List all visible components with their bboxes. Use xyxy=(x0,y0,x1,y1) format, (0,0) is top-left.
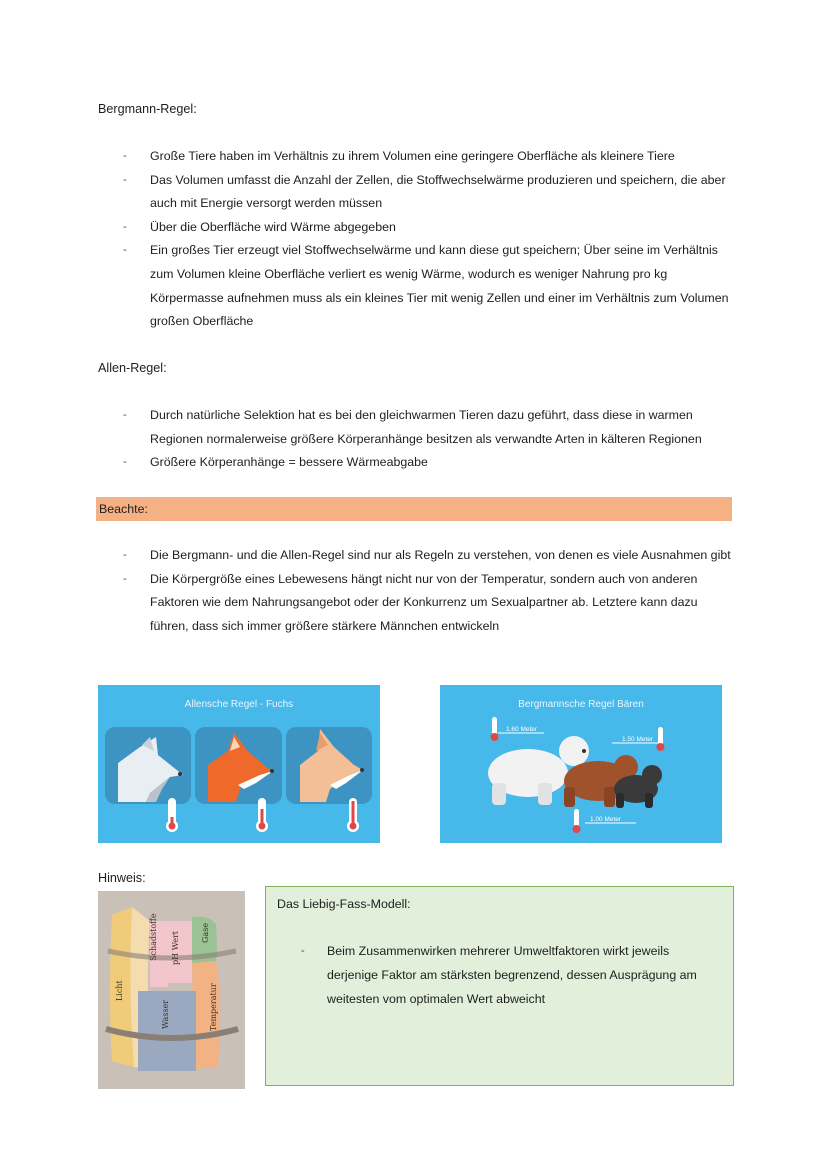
list-item: - Die Bergmann- und die Allen-Regel sind nur als Regeln zu verstehen, von denen es viele Ausnahmen gibt xyxy=(0,544,828,568)
liebig-box xyxy=(265,886,734,1086)
beachte-list xyxy=(0,544,828,638)
list-item: - Das Volumen umfasst die Anzahl der Zellen, die Stoffwechselwärme produzieren und speichern, die aber auch mit Energie versorgt werden müssen xyxy=(0,169,828,216)
list-item: - Durch natürliche Selektion hat es bei den gleichwarmen Tieren dazu geführt, dass diese in warmen Regionen normalerweise größere Körperanhänge besitzen als verwandte Arten in kälteren Regionen xyxy=(0,404,828,451)
list-item: - Große Tiere haben im Verhältnis zu ihrem Volumen eine geringere Oberfläche als kleinere Tiere xyxy=(0,145,828,169)
barrel-illustration xyxy=(98,891,245,1089)
barrel-label-temperatur: Temperatur xyxy=(209,983,218,1031)
bear-figure-title: Bergmannsche Regel Bären xyxy=(518,699,644,710)
barrel-label-wasser: Wasser xyxy=(161,999,170,1029)
bear-label-black: 1.00 Meter xyxy=(590,816,622,823)
list-item: - Größere Körperanhänge = bessere Wärmeabgabe xyxy=(0,451,828,475)
fox-figure xyxy=(98,685,380,843)
list-item: - Ein großes Tier erzeugt viel Stoffwechselwärme und kann diese gut speichern; Über seine im Verhältnis zum Volumen kleine Oberfläche verliert es wenig Wärme, wodurch es weniger Nahrung pro kg Körpermasse aufnehmen muss als ein kleines Tier mit wenig Zellen und einer im Verhältnis zum Volumen großen Oberfläche xyxy=(0,239,828,333)
bear-illustration xyxy=(440,685,722,843)
liebig-list xyxy=(266,939,733,1011)
thermometer-icon xyxy=(491,717,499,741)
barrel-label-licht: Licht xyxy=(115,980,124,1001)
beachte-heading: Beachte: xyxy=(96,497,732,521)
hinweis-heading: Hinweis: xyxy=(98,871,146,885)
fox-figure-title: Allensche Regel - Fuchs xyxy=(184,699,294,710)
bergmann-list xyxy=(0,145,828,334)
list-item: - Beim Zusammenwirken mehrerer Umweltfaktoren wirkt jeweils derjenige Faktor am stärksten begrenzend, dessen Ausprägung am weitesten vom optimalen Wert abweicht xyxy=(266,939,733,1011)
thermometer-icon xyxy=(573,809,581,833)
thermometer-icon xyxy=(657,727,665,751)
liebig-title: Das Liebig-Fass-Modell: xyxy=(277,897,411,911)
bear-label-brown: 1.50 Meter xyxy=(622,736,654,743)
allen-list xyxy=(0,404,828,475)
bear-figure xyxy=(440,685,722,843)
barrel-label-schadstoffe: Schadstoffe xyxy=(149,913,158,961)
list-item: - Über die Oberfläche wird Wärme abgegeben xyxy=(0,216,828,240)
fox-illustration xyxy=(98,685,380,843)
bergmann-heading: Bergmann-Regel: xyxy=(98,102,197,116)
bear-label-polar: 1.60 Meter xyxy=(506,726,538,733)
barrel-label-ph: pH Wert xyxy=(171,931,180,965)
list-item: - Die Körpergröße eines Lebewesens hängt nicht nur von der Temperatur, sondern auch von anderen Faktoren wie dem Nahrungsangebot oder der Konkurrenz um Sexualpartner ab. Letztere kann dazu führen, dass sich immer größere stärkere Männchen entwickeln xyxy=(0,568,828,639)
barrel-label-gase: Gase xyxy=(201,923,210,943)
allen-heading: Allen-Regel: xyxy=(98,361,167,375)
liebig-barrel-image xyxy=(98,891,245,1089)
